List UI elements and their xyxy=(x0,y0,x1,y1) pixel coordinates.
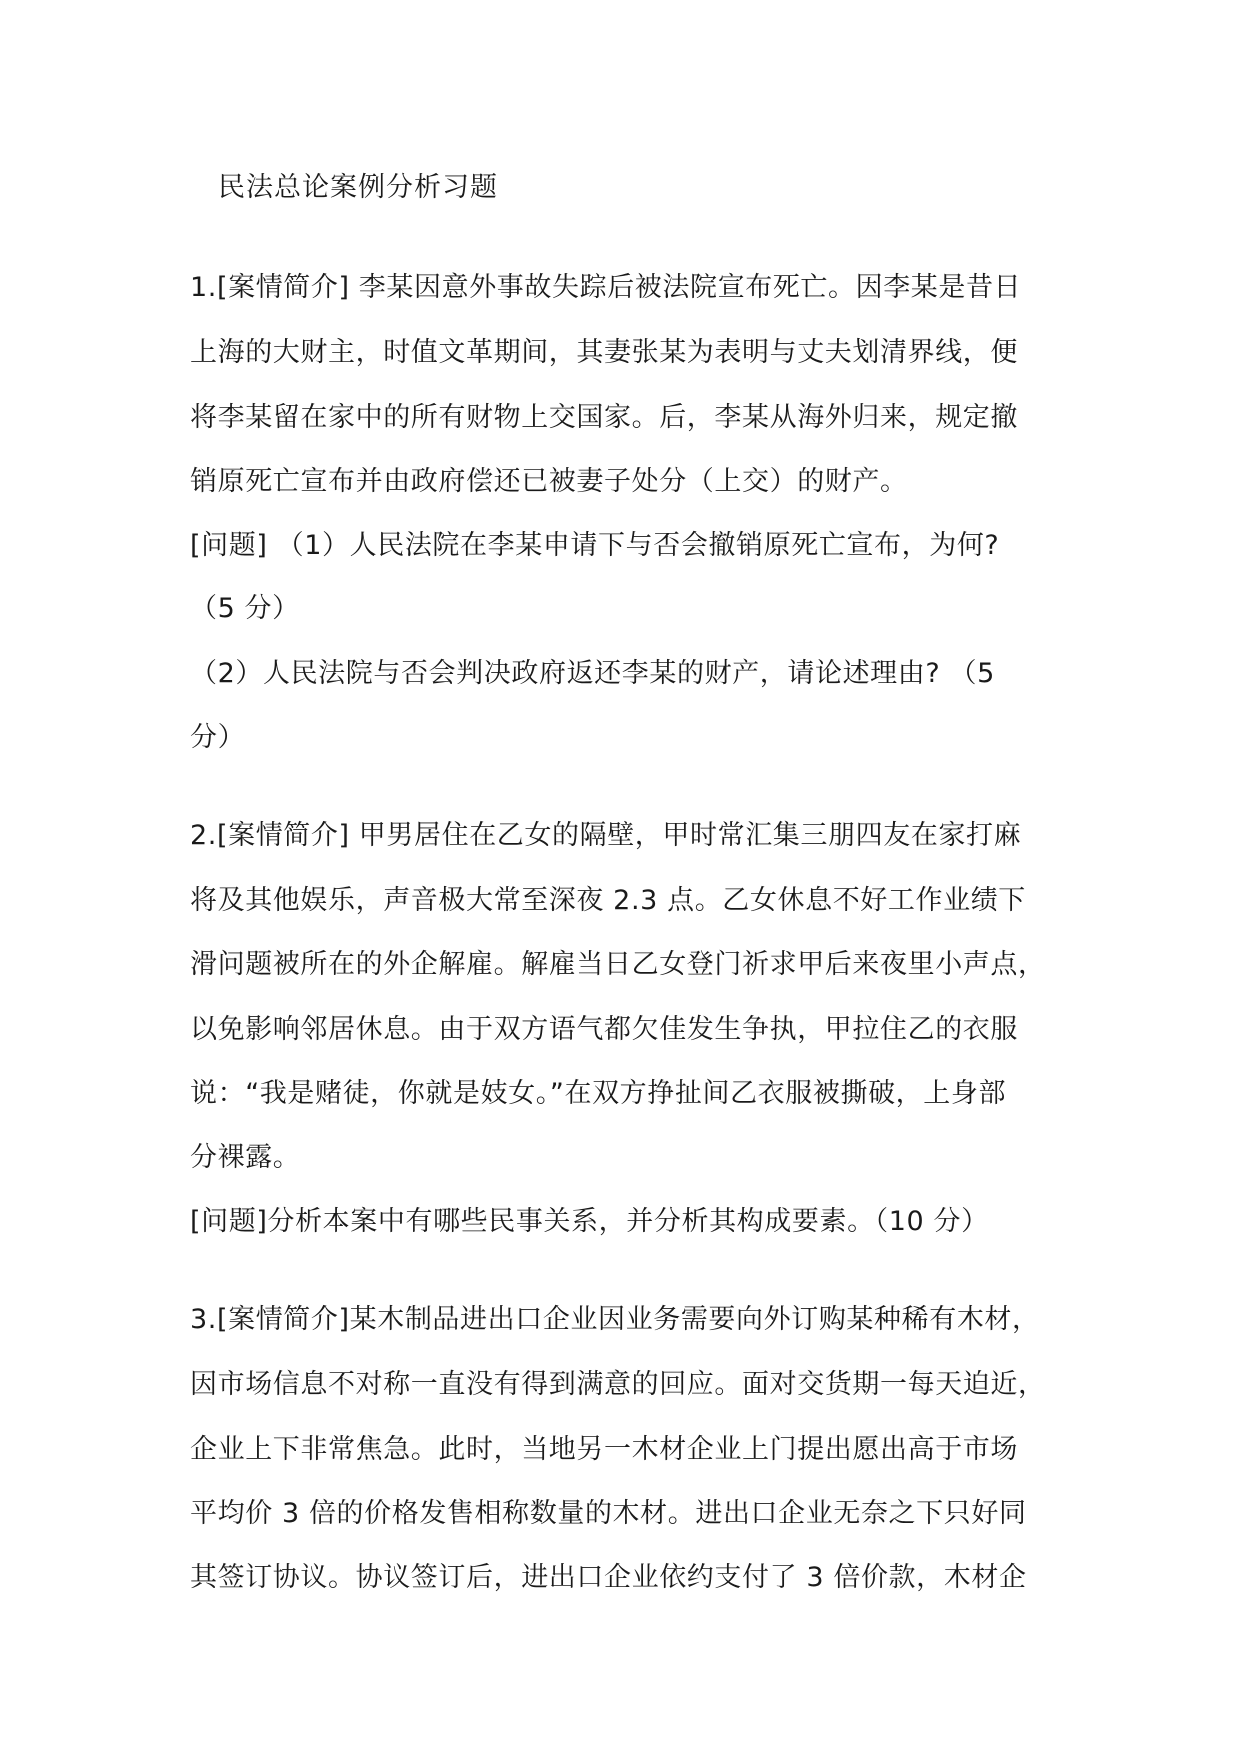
case-2-line-3: 滑问题被所在的外企解雇。解雇当日乙女登门祈求甲后来夜里小声点， xyxy=(190,949,1046,980)
case-3-line-3: 企业上下非常焦急。此时，当地另一木材企业上门提出愿出高于市场 xyxy=(190,1434,1018,1465)
case-3-line-2: 因市场信息不对称一直没有得到满意的回应。面对交货期一每天迫近， xyxy=(190,1369,1046,1400)
case-1-question-2-points: 分） xyxy=(190,722,246,753)
case-2-line-2: 将及其他娱乐，声音极大常至深夜 2.3 点。乙女休息不好工作业绩下 xyxy=(190,885,1026,916)
case-3-line-4: 平均价 3 倍的价格发售相称数量的木材。进出口企业无奈之下只好同 xyxy=(190,1498,1027,1529)
case-3-line-5: 其签订协议。协议签订后，进出口企业依约支付了 3 倍价款，木材企 xyxy=(190,1562,1027,1593)
case-2-line-6: 分裸露。 xyxy=(190,1142,301,1173)
case-2-question: [问题]分析本案中有哪些民事关系，并分析其构成要素。（10 分） xyxy=(190,1206,989,1237)
case-1-question-1-points: （5 分） xyxy=(190,593,300,624)
case-1-line-1: 1.[案情简介] 李某因意外事故失踪后被法院宣布死亡。因李某是昔日 xyxy=(190,272,1022,303)
case-2-line-4: 以免影响邻居休息。由于双方语气都欠佳发生争执，甲拉住乙的衣服 xyxy=(190,1014,1018,1045)
case-1-question-2: （2）人民法院与否会判决政府返还李某的财产，请论述理由? （5 xyxy=(190,658,995,689)
case-1-line-2: 上海的大财主，时值文革期间，其妻张某为表明与丈夫划清界线，便 xyxy=(190,337,1018,368)
case-3-line-1: 3.[案情简介]某木制品进出口企业因业务需要向外订购某种稀有木材， xyxy=(190,1304,1040,1335)
case-1-question-1: [问题] （1）人民法院在李某申请下与否会撤销原死亡宣布，为何? xyxy=(190,530,1000,561)
case-1-line-4: 销原死亡宣布并由政府偿还已被妻子处分（上交）的财产。 xyxy=(190,466,908,497)
document-title: 民法总论案例分析习题 xyxy=(218,172,498,203)
case-2-line-1: 2.[案情简介] 甲男居住在乙女的隔壁，甲时常汇集三朋四友在家打麻 xyxy=(190,820,1022,851)
case-1-line-3: 将李某留在家中的所有财物上交国家。后，李某从海外归来，规定撤 xyxy=(190,402,1018,433)
case-2-line-5: 说：“我是赌徒，你就是妓女。”在双方挣扯间乙衣服被撕破，上身部 xyxy=(190,1078,1007,1109)
